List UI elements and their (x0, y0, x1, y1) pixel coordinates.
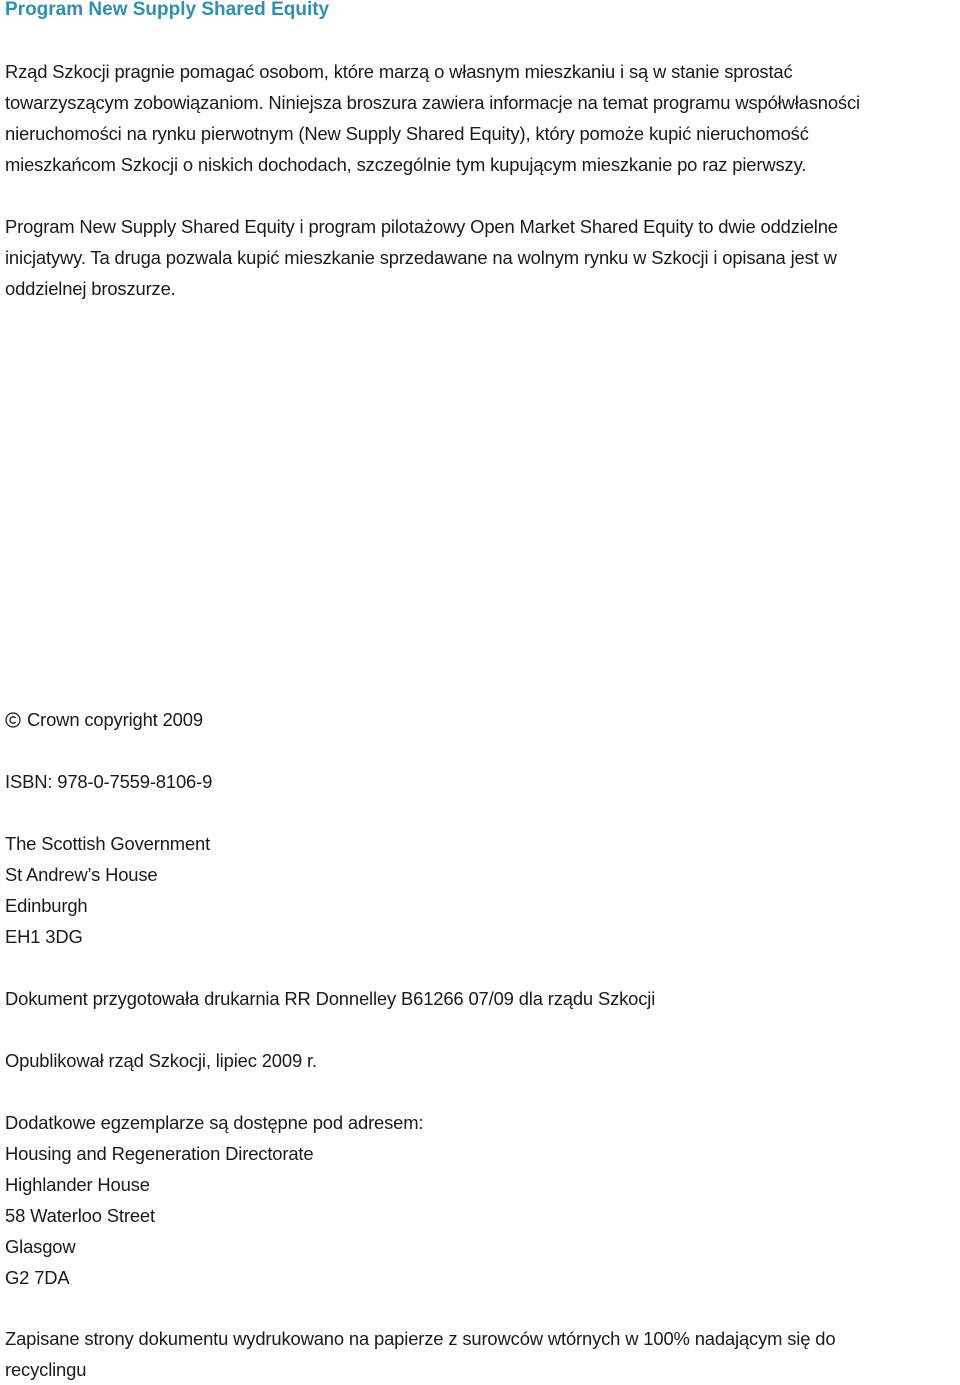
copies-line: Dodatkowe egzemplarze są dostępne pod adresem: (5, 1112, 424, 1133)
initiatives-line: Program New Supply Shared Equity i program pilotażowy Open Market Shared Equity to dwie oddzielne (5, 216, 838, 237)
address-line: Edinburgh (5, 895, 88, 916)
copies-line: Highlander House (5, 1174, 150, 1195)
published-note: Opublikował rząd Szkocji, lipiec 2009 r. (5, 1050, 317, 1071)
copies-address (5, 1107, 945, 1293)
address-line: EH1 3DG (5, 926, 83, 947)
copies-line: Glasgow (5, 1236, 76, 1257)
page-title: Program New Supply Shared Equity (5, 0, 330, 20)
printer-note: Dokument przygotowała drukarnia RR Donnelley B61266 07/09 dla rządu Szkocji (5, 988, 656, 1009)
copies-line: G2 7DA (5, 1267, 70, 1288)
recycling-note (5, 1323, 945, 1385)
initiatives-paragraph (5, 211, 945, 304)
copyright-text: Crown copyright 2009 (27, 709, 203, 730)
address-line: St Andrew’s House (5, 864, 158, 885)
recycling-line: recyclingu (5, 1359, 87, 1380)
intro-line: towarzyszącym zobowiązaniom. Niniejsza broszura zawiera informacje na temat programu współwłasności (5, 92, 860, 113)
initiatives-line: inicjatywy. Ta druga pozwala kupić mieszkanie sprzedawane na wolnym rynku w Szkocji i opisana jest w (5, 247, 837, 268)
intro-line: nieruchomości na rynku pierwotnym (New Supply Shared Equity), który pomoże kupić nieruchomość (5, 123, 809, 144)
intro-paragraph (5, 56, 945, 180)
address-line: The Scottish Government (5, 833, 211, 854)
intro-line: mieszkańcom Szkocji o niskich dochodach, szczególnie tym kupującym mieszkanie po raz pierwszy. (5, 154, 807, 175)
copyright-icon (5, 712, 21, 728)
copies-line: 58 Waterloo Street (5, 1205, 155, 1226)
publisher-address (5, 828, 945, 952)
recycling-line: Zapisane strony dokumentu wydrukowano na papierze z surowców wtórnych w 100% nadającym się do (5, 1328, 836, 1349)
copies-line: Housing and Regeneration Directorate (5, 1143, 314, 1164)
initiatives-line: oddzielnej broszurze. (5, 278, 176, 299)
isbn: ISBN: 978-0-7559-8106-9 (5, 771, 213, 792)
intro-line: Rząd Szkocji pragnie pomagać osobom, które marzą o własnym mieszkaniu i są w stanie sprostać (5, 61, 793, 82)
copyright-line (5, 704, 945, 735)
